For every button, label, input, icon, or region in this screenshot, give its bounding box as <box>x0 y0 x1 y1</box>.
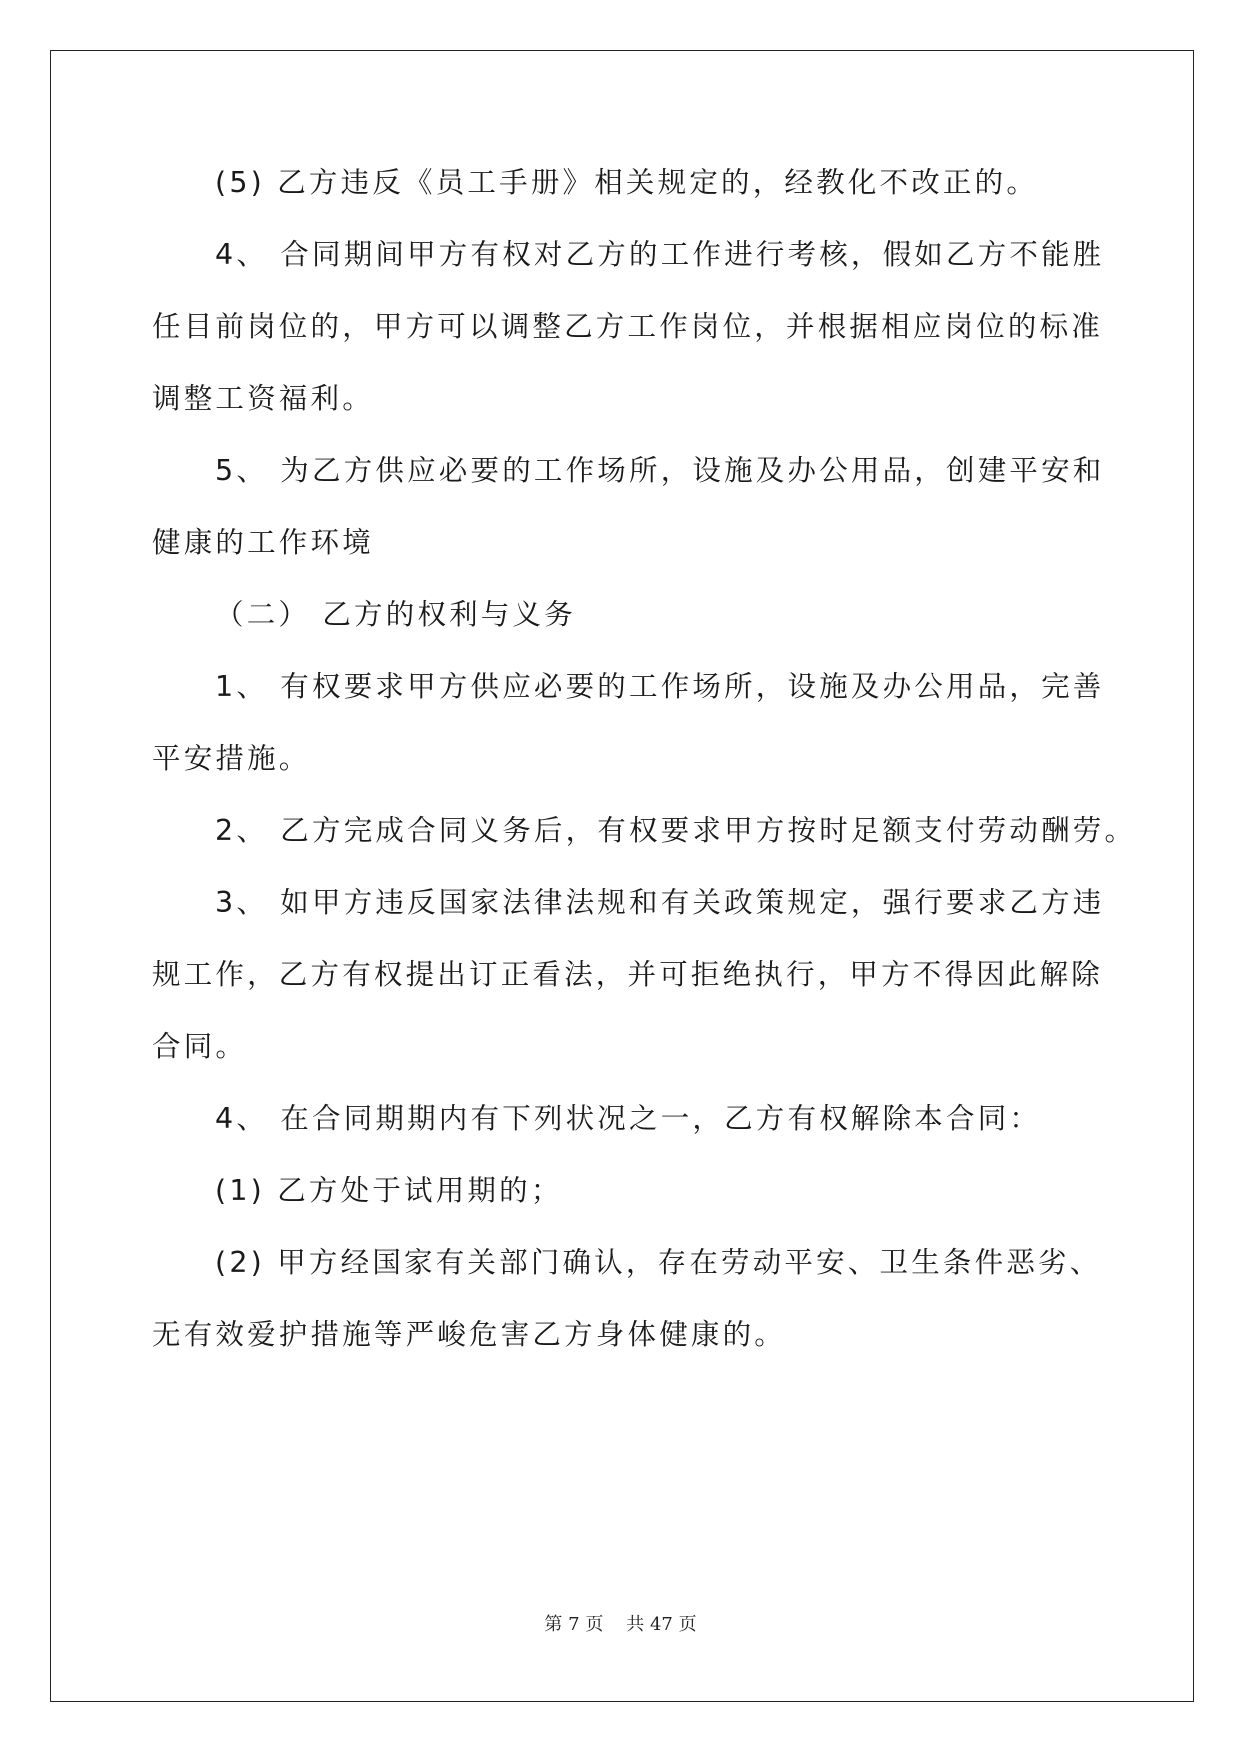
paragraph-line: (5) 乙方违反《员工手册》相关规定的，经教化不改正的。 <box>215 166 1039 199</box>
paragraph-line: 平安措施。 <box>152 742 311 775</box>
paragraph-line: 任目前岗位的，甲方可以调整乙方工作岗位，并根据相应岗位的标准 <box>152 310 1104 343</box>
paragraph-line: 1、 有权要求甲方供应必要的工作场所，设施及办公用品，完善 <box>215 670 1105 703</box>
paragraph-line: 规工作，乙方有权提出订正看法，并可拒绝执行，甲方不得因此解除 <box>152 958 1104 991</box>
page-number: 第 7 页 <box>544 1614 604 1635</box>
paragraph-line: 3、 如甲方违反国家法律法规和有关政策规定，强行要求乙方违 <box>215 886 1105 919</box>
page-footer <box>0 1613 1241 1637</box>
paragraph-line: 4、 合同期间甲方有权对乙方的工作进行考核，假如乙方不能胜 <box>215 238 1105 271</box>
paragraph-line: (2) 甲方经国家有关部门确认，存在劳动平安、卫生条件恶劣、 <box>215 1246 1102 1279</box>
paragraph-line: (1) 乙方处于试用期的； <box>215 1174 563 1207</box>
page-border <box>50 50 1194 1702</box>
paragraph-line: 无有效爱护措施等严峻危害乙方身体健康的。 <box>152 1318 787 1351</box>
paragraph-line: 健康的工作环境 <box>152 526 374 559</box>
paragraph-line: 合同。 <box>152 1030 248 1063</box>
paragraph-line: 2、 乙方完成合同义务后，有权要求甲方按时足额支付劳动酬劳。 <box>215 814 1137 847</box>
page-total: 共 47 页 <box>626 1614 697 1635</box>
paragraph-line: 4、 在合同期期内有下列状况之一，乙方有权解除本合同： <box>215 1102 1042 1135</box>
paragraph-line: 调整工资福利。 <box>152 382 374 415</box>
section-heading: （二） 乙方的权利与义务 <box>215 598 576 631</box>
paragraph-line: 5、 为乙方供应必要的工作场所，设施及办公用品，创建平安和 <box>215 454 1105 487</box>
